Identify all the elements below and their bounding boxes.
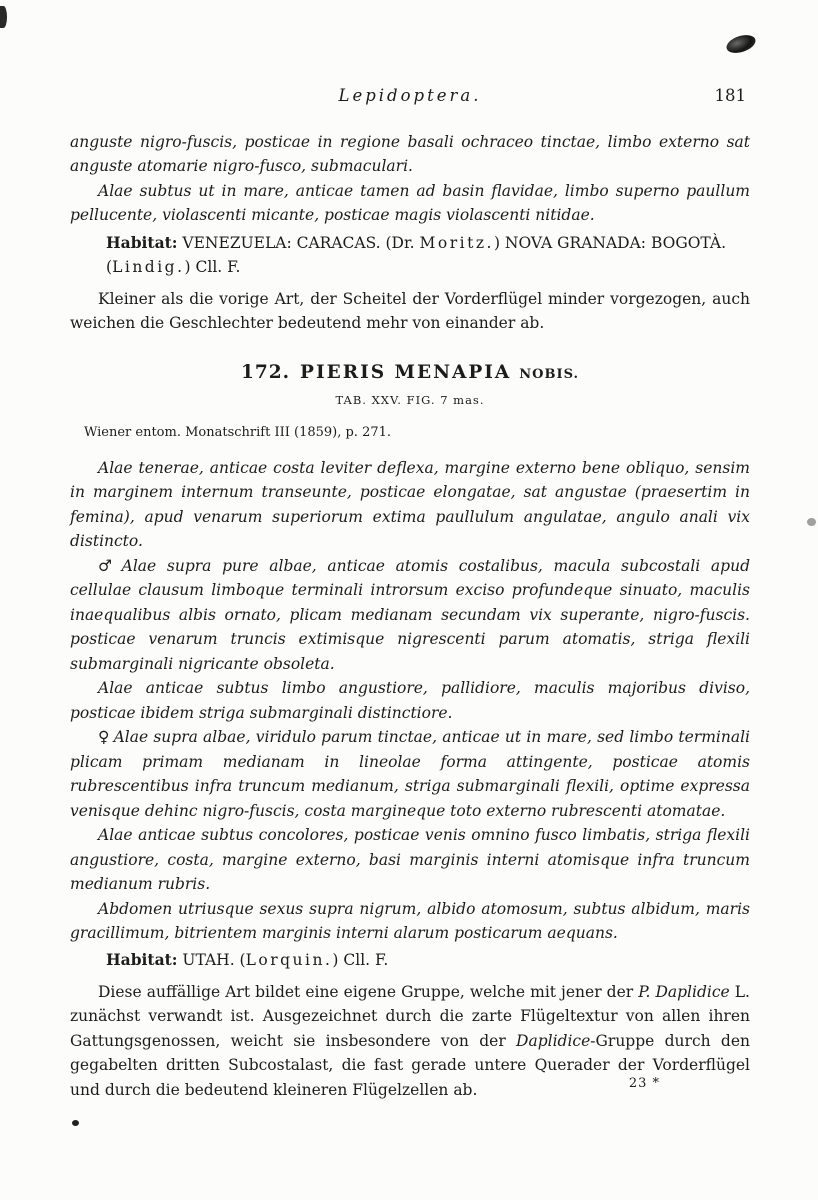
description-text: Alae supra pure albae, anticae atomis costalibus, macula subcostali apud cellulae clausum limboque terminali introrsum exciso profundeque sinuato, maculis inaequalibus albis ornato, plicam medianam secundam vix superante, nigro-fuscis. posticae venarum truncis extimisque nigrescenti parum atomatis, striga flexili submarginali nigricante obsoleta. bbox=[70, 556, 750, 673]
scan-smudge-artifact bbox=[724, 32, 757, 56]
running-head-row bbox=[70, 86, 750, 112]
description-paragraph: Alae anticae subtus concolores, posticae venis omnino fusco limbatis, striga flexili angustiore, costa, margine externo, basi marginis interni atomisque infra truncum medianum rubris. bbox=[70, 826, 750, 894]
habitat-label: Habitat: bbox=[106, 950, 178, 970]
species-name: PIERIS MENAPIA bbox=[300, 361, 512, 383]
page-body bbox=[70, 130, 750, 1102]
scan-dot-artifact bbox=[72, 1120, 79, 1126]
female-symbol: ♀ bbox=[98, 728, 110, 747]
male-symbol: ♂ bbox=[98, 556, 118, 575]
description-paragraph: Alae anticae subtus limbo angustiore, pallidiore, maculis majoribus diviso, posticae ibidem striga submarginali distinctiore. bbox=[70, 679, 750, 722]
collector-name: Moritz. bbox=[419, 233, 494, 252]
habitat-text: UTAH. ( bbox=[177, 951, 246, 970]
scan-corner-artifact bbox=[0, 6, 7, 28]
species-reference-italic: Daplidice bbox=[516, 1031, 591, 1050]
habitat-line bbox=[70, 948, 750, 972]
plate-reference: TAB. XXV. FIG. 7 mas. bbox=[335, 393, 485, 408]
male-description-paragraph bbox=[70, 554, 750, 676]
description-paragraph: Abdomen utriusque sexus supra nigrum, albido atomosum, subtus albidum, maris gracillimum, bitrientem marginis interni alarum posticarum aequans. bbox=[70, 899, 750, 942]
habitat-text: ) Cll. F. bbox=[332, 951, 389, 970]
habitat-text: VENEZUELA: CARACAS. (Dr. bbox=[177, 233, 420, 252]
remarks-text: Diese auffällige Art bildet eine eigene Gruppe, welche mit jener der bbox=[98, 982, 639, 1001]
page-number: 181 bbox=[714, 86, 746, 105]
description-paragraph: Alae tenerae, anticae costa leviter deflexa, margine externo bene obliquo, sensim in marginem internum transeunte, posticae elongatae, sat angustae (praesertim in femina), apud venarum superiorum extima paullulum angulatae, angulo anali vix distincto. bbox=[70, 458, 750, 551]
habitat-text: ) Cll. F. bbox=[184, 258, 241, 277]
habitat-label: Habitat: bbox=[106, 232, 178, 252]
signature-mark: 23 * bbox=[628, 1076, 660, 1091]
species-reference-italic: P. Daplidice bbox=[638, 982, 730, 1001]
remarks-text: -Gruppe durch den gegabelten dritten Subcostalast, die fast gerade untere Querader der Vorderflügel und durch die bedeutend kleineren Flügelzellen ab. bbox=[70, 1031, 750, 1099]
species-number: 172. bbox=[240, 361, 291, 383]
collector-name: Lindig. bbox=[112, 258, 185, 277]
habitat-text: ) NOVA GRANADA: BOGOTÀ. ( bbox=[106, 233, 727, 277]
latin-paragraph: Alae subtus ut in mare, anticae tamen ad basin flavidae, limbo superno paullum pellucente, violascenti micante, posticae magis violascenti nitidae. bbox=[70, 181, 750, 225]
running-head: Lepidoptera. bbox=[338, 86, 482, 105]
species-heading bbox=[70, 358, 750, 387]
german-note-paragraph: Kleiner als die vorige Art, der Scheitel der Vorderflügel minder vorgezogen, auch weichen die Geschlechter bedeutend mehr von einander ab. bbox=[70, 289, 750, 333]
literature-reference: Wiener entom. Monatschrift III (1859), p. 271. bbox=[84, 425, 392, 441]
habitat-line bbox=[70, 231, 750, 280]
continuation-paragraph: anguste nigro-fuscis, posticae in regione basali ochraceo tinctae, limbo externo sat anguste atomarie nigro-fusco, submaculari. bbox=[70, 133, 750, 176]
female-description-paragraph bbox=[70, 725, 750, 823]
scan-speck-artifact bbox=[807, 518, 816, 526]
species-author: NOBIS. bbox=[519, 366, 580, 382]
description-text: Alae supra albae, viridulo parum tinctae, anticae ut in mare, sed limbo terminali plicam primam medianam in lineolae forma attingente, posticae atomis rubrescentibus infra truncum medianum, striga submarginali flexili, optime expressa venisque dehinc nigro-fuscis, costa margineque toto externo rubrescenti atomatae. bbox=[70, 728, 750, 820]
remarks-text: L. zunächst verwandt ist. Ausgezeichnet durch die zarte Flügeltextur von allen ihren Gattungsgenossen, weicht sie insbesondere von der bbox=[70, 982, 750, 1050]
collector-name: Lorquin. bbox=[245, 951, 333, 970]
